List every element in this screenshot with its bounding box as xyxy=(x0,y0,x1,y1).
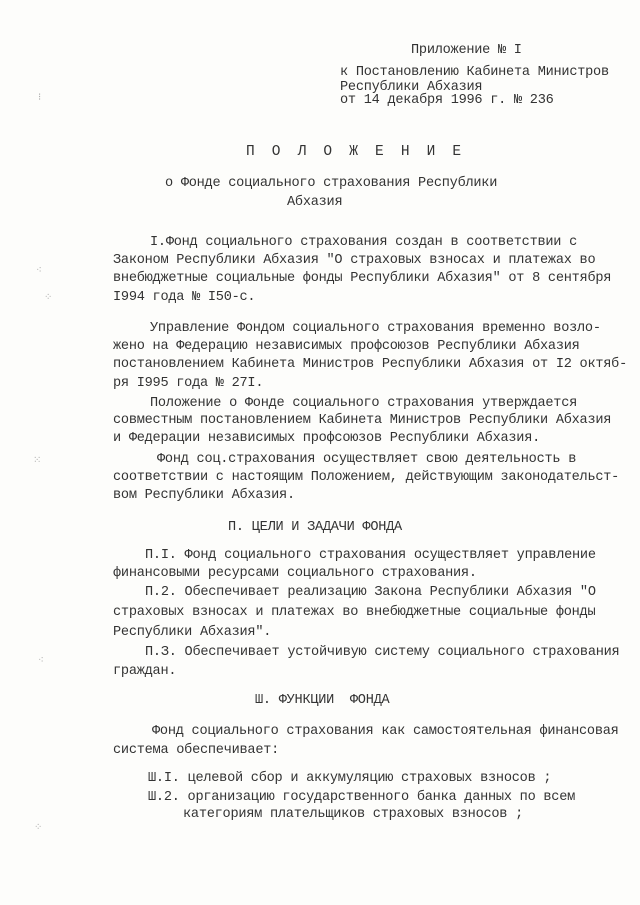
s3-intro-line-1: Фонд социального страхования как самостоятельная финансовая xyxy=(152,724,619,739)
s1-p3-line-3: и Федерации независимых профсоюзов Республики Абхазия. xyxy=(113,431,541,446)
s1-p2-line-2: жено на Федерацию независимых профсоюзов Республики Абхазия xyxy=(113,339,580,354)
appendix-line-3: Республики Абхазия xyxy=(340,80,483,95)
s1-p2-line-1: Управление Фондом социального страхования временно возло- xyxy=(150,321,601,336)
document-title: П О Л О Ж Е Н И Е xyxy=(246,144,466,160)
s1-p1-line-4: I994 года № I50-с. xyxy=(113,290,256,305)
s1-p1-line-3: внебюджетные социальные фонды Республики Абхазия" от 8 сентября xyxy=(113,271,612,286)
s2-p1-line-2: финансовыми ресурсами социального страхования. xyxy=(113,566,477,581)
scan-speck: ⁖ xyxy=(36,266,42,277)
subtitle-line-1: о Фонде социального страхования Республики xyxy=(165,176,498,191)
s3-item-2-line-1: Ш.2. организацию государственного банка данных по всем xyxy=(148,790,576,805)
s2-p1-line-1: П.I. Фонд социального страхования осуществляет управление xyxy=(145,548,596,563)
scan-speck: ⁖ xyxy=(38,656,44,667)
scan-speck: ⁙ xyxy=(33,456,42,467)
s1-p4-line-2: соответствии с настоящим Положением, действующим законодательст- xyxy=(113,470,620,485)
s1-p2-line-4: ря I995 года № 27I. xyxy=(113,376,264,391)
scan-speck: ⁘ xyxy=(44,293,53,304)
s1-p3-line-2: совместным постановлением Кабинета Министров Республики Абхазия xyxy=(113,413,612,428)
s2-p2-line-1: П.2. Обеспечивает реализацию Закона Республики Абхазия "О xyxy=(145,585,596,600)
s2-p3-line-2: граждан. xyxy=(113,664,177,679)
s2-p2-line-3: Республики Абхазия". xyxy=(113,625,272,640)
s2-p3-line-1: П.З. Обеспечивает устойчивую систему социального страхования xyxy=(145,645,620,660)
section-2-heading: П. ЦЕЛИ И ЗАДАЧИ ФОНДА xyxy=(228,520,402,535)
s3-intro-line-2: система обеспечивает: xyxy=(113,743,280,758)
s1-p2-line-3: постановлением Кабинета Министров Республики Абхазия от I2 октяб- xyxy=(113,357,627,372)
s3-item-2-line-2: категориям плательщиков страховых взносов ; xyxy=(183,807,524,822)
scan-speck: ⁘ xyxy=(34,823,43,834)
s1-p4-line-1: Фонд соц.страхования осуществляет свою деятельность в xyxy=(157,452,577,467)
s1-p4-line-3: вом Республики Абхазия. xyxy=(113,488,295,503)
appendix-line-2: к Постановлению Кабинета Министров xyxy=(340,65,609,80)
section-3-heading: Ш. ФУНКЦИИ ФОНДА xyxy=(255,693,390,708)
subtitle-line-2: Абхазия xyxy=(287,195,343,210)
appendix-line-4: от 14 декабря 1996 г. № 236 xyxy=(340,93,554,108)
s3-item-1: Ш.I. целевой сбор и аккумуляцию страховых взносов ; xyxy=(148,771,552,786)
scan-speck: ⁝ xyxy=(38,93,42,104)
s1-p1-line-2: Законом Республики Абхазия "О страховых взносах и платежах во xyxy=(113,253,596,268)
s1-p3-line-1: Положение о Фонде социального страхования утверждается xyxy=(150,396,578,411)
appendix-line-1: Приложение № I xyxy=(411,43,522,58)
s2-p2-line-2: страховых взносах и платежах во внебюджетные социальные фонды xyxy=(113,605,596,620)
s1-p1-line-1: I.Фонд социального страхования создан в соответствии с xyxy=(150,235,578,250)
